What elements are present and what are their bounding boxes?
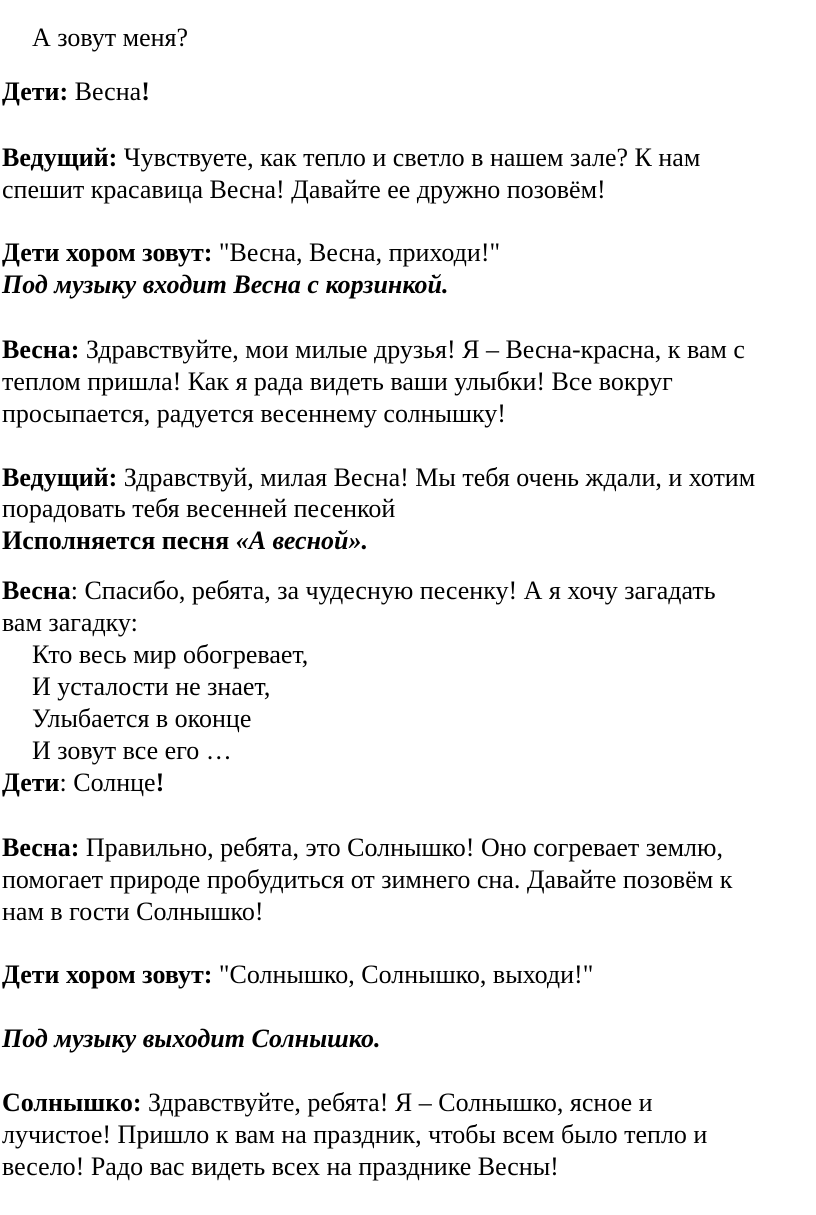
stage-direction [2, 1023, 380, 1055]
dialogue-line [2, 832, 723, 864]
speaker-label: Дети хором зовут: [2, 238, 213, 267]
speaker-label: Дети: [2, 77, 69, 106]
speaker-label: Солнышко: [2, 1088, 142, 1117]
song-line [2, 525, 368, 557]
line-text: весело! Радо вас видеть всех на празднике Весны! [2, 1152, 559, 1181]
text-line [2, 398, 506, 430]
line-text: спешит красавица Весна! Давайте ее дружно позовём! [2, 175, 606, 204]
dialogue-line [2, 334, 745, 366]
line-text: лучистое! Пришло к вам на праздник, чтобы всем было тепло и [2, 1120, 708, 1149]
riddle-line [32, 639, 308, 671]
dialogue-line [2, 237, 500, 269]
line-text: Здравствуй, милая Весна! Мы тебя очень ждали, и хотим [117, 463, 756, 492]
text-line [2, 864, 732, 896]
line-text: Здравствуйте, мои милые друзья! Я – Весна-красна, к вам с [79, 335, 745, 364]
text-line [2, 607, 138, 639]
text-line [2, 174, 606, 206]
dialogue-line [2, 462, 755, 494]
text-line [2, 896, 264, 928]
line-text: теплом пришла! Как я рада видеть ваши улыбки! Все вокруг [2, 367, 673, 396]
stage-direction [2, 269, 448, 301]
speaker-label: Весна: [2, 833, 80, 862]
dialogue-line [2, 142, 700, 174]
line-text: Весна [68, 77, 142, 106]
speaker-label: Дети хором зовут: [2, 960, 213, 989]
dialogue-line [2, 959, 593, 991]
line-text: нам в гости Солнышко! [2, 897, 264, 926]
text-line [2, 1119, 707, 1151]
line-text: вам загадку: [2, 608, 138, 637]
exclamation-mark: ! [155, 768, 165, 797]
speaker-label: Ведущий: [2, 143, 118, 172]
speaker-label: Весна: [2, 335, 80, 364]
line-text: : Спасибо, ребята, за чудесную песенку! А я хочу загадать [70, 576, 716, 605]
dialogue-line [2, 575, 716, 607]
dialogue-line [2, 76, 150, 108]
line-text: "Солнышко, Солнышко, выходи!" [212, 960, 594, 989]
line-text: И зовут все его … [32, 736, 232, 765]
text-line [2, 493, 395, 525]
line-text: просыпается, радуется весеннему солнышку! [2, 399, 506, 428]
line-text: Кто весь мир обогревает, [32, 640, 309, 669]
line-text: порадовать тебя весенней песенкой [2, 494, 396, 523]
riddle-line [32, 735, 232, 767]
dialogue-line [2, 767, 164, 799]
line-text: : Солнце [59, 768, 156, 797]
speaker-label: Весна [2, 576, 71, 605]
speaker-label: Дети [2, 768, 60, 797]
stage-direction-text: Под музыку выходит Солнышко. [2, 1024, 381, 1053]
line-text: помогает природе пробудиться от зимнего сна. Давайте позовём к [2, 865, 733, 894]
line-text: "Весна, Весна, приходи!" [212, 238, 501, 267]
line-text: Правильно, ребята, это Солнышко! Оно согревает землю, [79, 833, 723, 862]
riddle-line [32, 703, 251, 735]
song-title: «А весной». [235, 526, 368, 555]
dialogue-line [2, 1087, 653, 1119]
stage-direction-text: Под музыку входит Весна с корзинкой. [2, 270, 449, 299]
text-line [2, 366, 673, 398]
line-text: А зовут меня? [32, 23, 189, 52]
speaker-label: Ведущий: [2, 463, 118, 492]
exclamation-mark: ! [141, 77, 150, 106]
riddle-line [32, 671, 270, 703]
line-text: Здравствуйте, ребята! Я – Солнышко, ясное и [141, 1088, 653, 1117]
line-text: Чувствуете, как тепло и светло в нашем зале? К нам [117, 143, 701, 172]
text-line [2, 1151, 559, 1183]
line-text: И усталости не знает, [32, 672, 271, 701]
text-line [32, 22, 188, 54]
line-text: Улыбается в оконце [32, 704, 252, 733]
song-label: Исполняется песня [2, 526, 236, 555]
